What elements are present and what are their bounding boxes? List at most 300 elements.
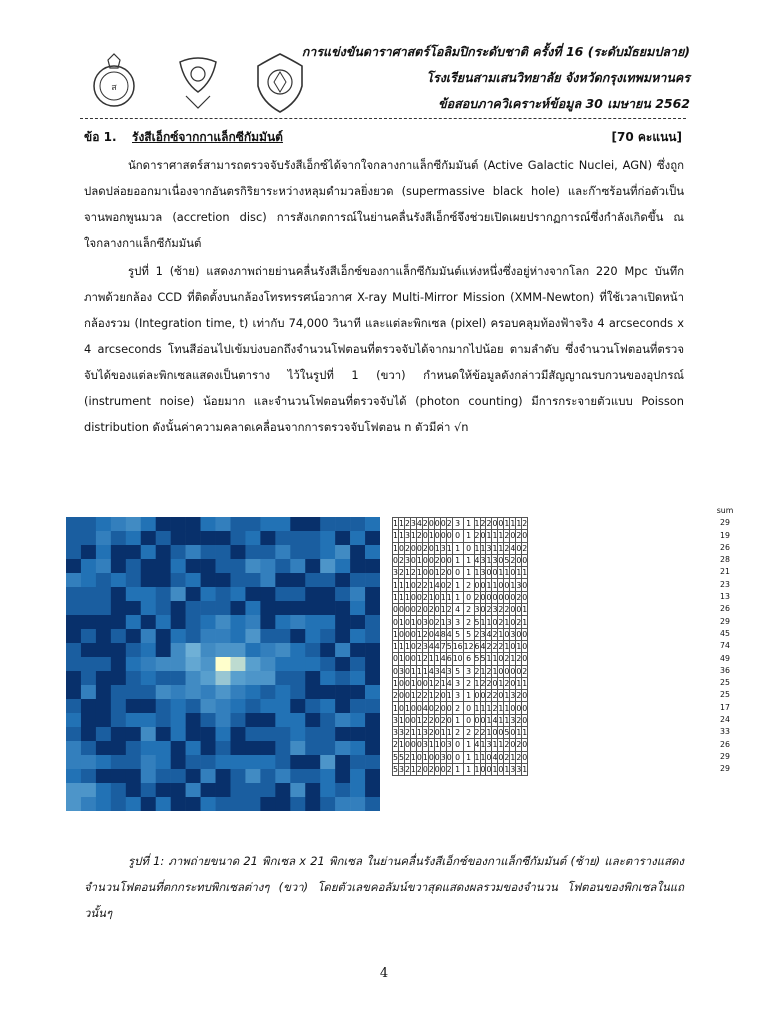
table-row xyxy=(393,554,528,566)
count-cell: 3 xyxy=(492,556,498,566)
image-pixel xyxy=(96,755,111,769)
count-cell: 2 xyxy=(486,679,492,688)
image-pixel xyxy=(365,657,380,671)
image-pixel xyxy=(260,755,275,769)
image-pixel xyxy=(350,587,365,601)
count-cell: 4 xyxy=(446,679,452,688)
count-cell: 0 xyxy=(498,580,504,590)
image-pixel xyxy=(335,531,350,545)
xray-image xyxy=(66,517,380,811)
image-pixel xyxy=(305,629,320,643)
image-pixel xyxy=(171,699,186,713)
count-cell: 0 xyxy=(486,752,492,762)
row-sum-value: 29 xyxy=(720,764,730,774)
image-pixel xyxy=(260,671,275,685)
count-cell: 3 xyxy=(446,617,452,627)
image-pixel xyxy=(126,657,141,671)
count-cell: 4 xyxy=(492,752,498,762)
image-pixel xyxy=(350,713,365,727)
count-cell: 2 xyxy=(404,765,410,775)
count-cell: 0 xyxy=(404,629,410,639)
table-row xyxy=(393,530,528,542)
image-pixel xyxy=(141,797,156,811)
image-pixel xyxy=(111,657,126,671)
table-row xyxy=(393,567,528,579)
image-pixel xyxy=(216,685,231,699)
image-pixel xyxy=(111,755,126,769)
count-cell: 0 xyxy=(498,519,504,529)
count-cell: 0 xyxy=(393,666,398,676)
image-pixel xyxy=(201,657,216,671)
image-pixel xyxy=(216,699,231,713)
image-pixel xyxy=(305,713,320,727)
count-cell: 2 xyxy=(486,666,492,676)
table-row xyxy=(393,542,528,554)
count-cell: 1 xyxy=(463,690,474,702)
image-pixel xyxy=(260,545,275,559)
count-cell: 2 xyxy=(446,580,452,590)
image-pixel xyxy=(96,741,111,755)
count-cell: 2 xyxy=(510,556,516,566)
image-pixel xyxy=(350,615,365,629)
image-pixel xyxy=(186,587,201,601)
image-pixel xyxy=(111,727,126,741)
image-pixel xyxy=(216,601,231,615)
image-pixel xyxy=(186,657,201,671)
count-cell: 1 xyxy=(486,580,492,590)
count-cell: 1 xyxy=(410,531,416,541)
image-pixel xyxy=(305,685,320,699)
image-pixel xyxy=(96,531,111,545)
row-sum-value: 29 xyxy=(720,518,730,528)
count-cell: 0 xyxy=(410,543,416,553)
row-sum-value: 25 xyxy=(720,690,730,700)
image-pixel xyxy=(171,615,186,629)
image-pixel xyxy=(156,685,171,699)
image-pixel xyxy=(66,615,81,629)
image-pixel xyxy=(216,727,231,741)
count-cell: 2 xyxy=(516,592,522,602)
count-cell: 0 xyxy=(416,752,422,762)
count-cell: 2 xyxy=(516,531,522,541)
count-cell: 10 xyxy=(452,654,463,664)
count-cell: 1 xyxy=(393,642,398,652)
count-cell: 0 xyxy=(398,691,404,701)
image-pixel xyxy=(111,587,126,601)
count-cell: 2 xyxy=(422,592,428,602)
image-pixel xyxy=(350,601,365,615)
count-cell: 3 xyxy=(452,616,463,628)
count-cell: 0 xyxy=(393,654,398,664)
count-cell: 4 xyxy=(474,556,480,566)
image-pixel xyxy=(245,685,260,699)
image-pixel xyxy=(245,615,260,629)
image-pixel xyxy=(305,741,320,755)
image-pixel xyxy=(245,657,260,671)
count-cell: 1 xyxy=(393,543,398,553)
count-cell: 2 xyxy=(498,605,504,615)
count-cell: 0 xyxy=(398,605,404,615)
count-cell: 1 xyxy=(410,617,416,627)
count-cell: 0 xyxy=(440,531,446,541)
image-pixel xyxy=(365,545,380,559)
count-cell: 4 xyxy=(416,519,422,529)
count-cell: 0 xyxy=(510,605,516,615)
image-pixel xyxy=(305,755,320,769)
table-row xyxy=(393,665,528,677)
count-cell: 1 xyxy=(393,679,398,688)
count-cell: 1 xyxy=(410,679,416,688)
image-pixel xyxy=(126,741,141,755)
count-cell: 1 xyxy=(486,654,492,664)
image-pixel xyxy=(335,615,350,629)
image-pixel xyxy=(305,783,320,797)
image-pixel xyxy=(275,797,290,811)
count-cell: 3 xyxy=(404,531,410,541)
count-cell: 4 xyxy=(422,703,428,713)
count-cell: 1 xyxy=(446,543,452,553)
count-cell: 0 xyxy=(446,531,452,541)
image-pixel xyxy=(350,755,365,769)
image-pixel xyxy=(260,769,275,783)
image-pixel xyxy=(216,657,231,671)
count-cell: 1 xyxy=(510,580,516,590)
count-cell: 2 xyxy=(463,604,474,616)
image-pixel xyxy=(81,531,96,545)
count-cell: 0 xyxy=(416,703,422,713)
description-paragraph: รูปที่ 1 (ซ้าย) แสดงภาพถ่ายย่านคลื่นรังสีเอ็กซ์ของกาแล็กซีกัมมันต์แห่งหนึ่งซึ่งอยู่ห่างจากโลก 220 Mpc บันทึกภาพด้วยกล้อง CCD ที่ติดตั้งบนกล้องโทรทรรศน์อวกาศ X-ray Multi-Mirror Mission (XMM-Newton) ที่ใช้เวลาเปิดหน้ากล้องรวม (Integration time, t) เท่ากับ 74,000 วินาที และแต่ละพิกเซล (pixel) ครอบคลุมท้องฟ้าจริง 4 arcseconds x 4 arcseconds โทนสีอ่อนไปเข้มบ่งบอกถึงจำนวนโฟตอนที่ตรวจจับได้จากมากไปน้อย ตามลำดับ ซึ่งจำนวนโฟตอนที่ตรวจจับได้ของแต่ละพิกเซลแสดงเป็นตาราง ไว้ในรูปที่ 1 (ขวา) กำหนดให้ข้อมูลดังกล่าวมีสัญญาณรบกวนของอุปกรณ์ (instrument noise) น้อยมาก และจำนวนโฟตอนที่ตรวจจับได้ (photon counting) มีการกระจายตัวแบบ Poisson distribution ดังนั้นค่าความคลาดเคลื่อนจากการตรวจจับโฟตอน n ตัวมีค่า √n xyxy=(84,264,684,434)
image-pixel xyxy=(350,517,365,531)
image-pixel xyxy=(320,573,335,587)
image-pixel xyxy=(350,783,365,797)
count-cell: 0 xyxy=(498,666,504,676)
count-cell: 1 xyxy=(404,592,410,602)
count-cell: 5 xyxy=(480,654,486,664)
count-cell: 2 xyxy=(422,715,428,725)
image-pixel xyxy=(81,741,96,755)
count-cell: 1 xyxy=(516,679,522,688)
image-pixel xyxy=(126,797,141,811)
image-pixel xyxy=(216,531,231,545)
header-exam-date: ข้อสอบภาควิเคราะห์ข้อมูล 30 เมษายน 2562 xyxy=(438,96,690,111)
count-cell: 0 xyxy=(440,691,446,701)
image-pixel xyxy=(81,559,96,573)
count-cell: 2 xyxy=(434,691,440,701)
count-cell: 1 xyxy=(398,519,404,529)
count-cell: 0 xyxy=(452,739,463,751)
image-pixel xyxy=(96,601,111,615)
count-cell: 2 xyxy=(422,543,428,553)
image-pixel xyxy=(260,629,275,643)
image-pixel xyxy=(111,517,126,531)
count-cell: 5 xyxy=(393,752,398,762)
image-pixel xyxy=(126,727,141,741)
image-pixel xyxy=(201,601,216,615)
count-cell: 3 xyxy=(516,580,522,590)
page-header xyxy=(80,38,690,118)
count-cell: 0 xyxy=(474,580,480,590)
count-cell: 2 xyxy=(434,556,440,566)
image-pixel xyxy=(156,587,171,601)
count-cell: 1 xyxy=(492,654,498,664)
count-cell: 4 xyxy=(434,629,440,639)
image-pixel xyxy=(171,671,186,685)
image-pixel xyxy=(290,741,305,755)
image-pixel xyxy=(66,629,81,643)
count-cell: 0 xyxy=(428,543,434,553)
count-cell: 0 xyxy=(428,617,434,627)
count-cell: 2 xyxy=(463,727,474,739)
count-cell: 1 xyxy=(463,530,474,542)
count-cell: 0 xyxy=(498,728,504,738)
image-pixel xyxy=(350,573,365,587)
count-cell: 2 xyxy=(516,715,522,725)
count-cell: 2 xyxy=(480,728,486,738)
count-cell: 1 xyxy=(440,592,446,602)
count-cell: 0 xyxy=(510,568,516,578)
dragon-emblem-icon xyxy=(172,52,224,110)
row-sum-value: 23 xyxy=(720,579,730,589)
image-pixel xyxy=(111,545,126,559)
image-pixel xyxy=(290,629,305,643)
image-pixel xyxy=(350,727,365,741)
image-pixel xyxy=(320,783,335,797)
table-row xyxy=(393,690,528,702)
count-cell: 0 xyxy=(480,531,486,541)
count-cell: 12 xyxy=(463,642,474,652)
image-pixel xyxy=(171,727,186,741)
count-cell: 0 xyxy=(498,654,504,664)
image-pixel xyxy=(201,629,216,643)
count-cell: 1 xyxy=(492,666,498,676)
count-cell: 4 xyxy=(440,654,446,664)
image-pixel xyxy=(141,545,156,559)
image-pixel xyxy=(216,573,231,587)
image-pixel xyxy=(171,713,186,727)
image-pixel xyxy=(365,713,380,727)
image-pixel xyxy=(186,517,201,531)
image-pixel xyxy=(335,755,350,769)
image-pixel xyxy=(245,559,260,573)
image-pixel xyxy=(66,797,81,811)
image-pixel xyxy=(350,629,365,643)
count-cell: 3 xyxy=(398,765,404,775)
image-pixel xyxy=(260,615,275,629)
count-cell: 0 xyxy=(492,592,498,602)
count-cell: 2 xyxy=(440,568,446,578)
count-cell: 1 xyxy=(498,531,504,541)
image-pixel xyxy=(141,517,156,531)
image-pixel xyxy=(186,629,201,643)
header-divider xyxy=(80,118,686,119)
image-pixel xyxy=(186,797,201,811)
image-pixel xyxy=(335,559,350,573)
count-cell: 2 xyxy=(434,703,440,713)
count-cell: 3 xyxy=(510,691,516,701)
count-cell: 1 xyxy=(398,654,404,664)
image-pixel xyxy=(320,741,335,755)
count-cell: 0 xyxy=(486,568,492,578)
count-cell: 4 xyxy=(434,580,440,590)
count-cell: 3 xyxy=(446,666,452,676)
count-cell: 0 xyxy=(510,531,516,541)
image-pixel xyxy=(171,531,186,545)
count-cell: 2 xyxy=(516,617,522,627)
image-pixel xyxy=(111,615,126,629)
image-pixel xyxy=(230,713,245,727)
image-pixel xyxy=(186,783,201,797)
photon-count-table xyxy=(392,517,528,776)
count-cell: 0 xyxy=(410,642,416,652)
count-cell: 0 xyxy=(428,519,434,529)
count-cell: 0 xyxy=(434,519,440,529)
image-pixel xyxy=(171,559,186,573)
image-pixel xyxy=(66,559,81,573)
count-cell: 2 xyxy=(486,642,492,652)
count-cell: 3 xyxy=(422,617,428,627)
image-pixel xyxy=(230,615,245,629)
image-pixel xyxy=(141,741,156,755)
count-cell: 1 xyxy=(410,691,416,701)
count-cell: 1 xyxy=(393,580,398,590)
image-pixel xyxy=(260,587,275,601)
count-cell: 0 xyxy=(428,556,434,566)
count-cell: 1 xyxy=(446,592,452,602)
count-cell: 2 xyxy=(498,617,504,627)
count-cell: 3 xyxy=(452,690,463,702)
row-sum-value: 21 xyxy=(720,567,730,577)
image-pixel xyxy=(320,643,335,657)
count-cell: 2 xyxy=(463,616,474,628)
image-pixel xyxy=(290,517,305,531)
count-cell: 0 xyxy=(416,592,422,602)
count-cell: 1 xyxy=(480,752,486,762)
count-cell: 1 xyxy=(398,580,404,590)
count-cell: 2 xyxy=(474,592,480,602)
count-cell: 0 xyxy=(480,691,486,701)
image-pixel xyxy=(186,685,201,699)
image-pixel xyxy=(156,713,171,727)
count-cell: 0 xyxy=(440,580,446,590)
count-cell: 0 xyxy=(463,714,474,726)
count-cell: 2 xyxy=(522,543,528,553)
image-pixel xyxy=(141,755,156,769)
count-cell: 5 xyxy=(504,556,510,566)
count-cell: 2 xyxy=(416,765,422,775)
image-pixel xyxy=(126,615,141,629)
count-cell: 1 xyxy=(474,679,480,688)
image-pixel xyxy=(66,741,81,755)
image-pixel xyxy=(365,783,380,797)
count-cell: 0 xyxy=(428,703,434,713)
row-sum-value: 29 xyxy=(720,751,730,761)
count-cell: 1 xyxy=(404,580,410,590)
image-pixel xyxy=(81,797,96,811)
image-pixel xyxy=(350,699,365,713)
image-pixel xyxy=(156,573,171,587)
image-pixel xyxy=(81,699,96,713)
count-cell: 5 xyxy=(463,628,474,640)
count-cell: 0 xyxy=(492,728,498,738)
image-pixel xyxy=(260,517,275,531)
image-pixel xyxy=(290,783,305,797)
image-pixel xyxy=(335,573,350,587)
count-cell: 0 xyxy=(440,740,446,750)
count-cell: 2 xyxy=(434,679,440,688)
image-pixel xyxy=(171,629,186,643)
image-pixel xyxy=(230,601,245,615)
row-sum-value: 25 xyxy=(720,678,730,688)
count-cell: 0 xyxy=(510,728,516,738)
image-pixel xyxy=(111,783,126,797)
image-pixel xyxy=(290,727,305,741)
image-pixel xyxy=(320,629,335,643)
image-pixel xyxy=(141,573,156,587)
count-cell: 0 xyxy=(522,740,528,750)
image-pixel xyxy=(111,559,126,573)
count-cell: 2 xyxy=(416,605,422,615)
count-cell: 0 xyxy=(422,568,428,578)
image-pixel xyxy=(81,601,96,615)
count-cell: 5 xyxy=(474,654,480,664)
image-pixel xyxy=(126,573,141,587)
count-cell: 0 xyxy=(440,556,446,566)
count-cell: 0 xyxy=(510,617,516,627)
count-cell: 0 xyxy=(498,592,504,602)
count-cell: 1 xyxy=(422,666,428,676)
count-cell: 1 xyxy=(452,591,463,603)
count-cell: 2 xyxy=(474,666,480,676)
count-cell: 2 xyxy=(492,703,498,713)
count-cell: 4 xyxy=(428,642,434,652)
image-pixel xyxy=(186,615,201,629)
image-pixel xyxy=(305,657,320,671)
image-pixel xyxy=(290,713,305,727)
count-cell: 0 xyxy=(474,691,480,701)
image-pixel xyxy=(365,685,380,699)
image-pixel xyxy=(350,559,365,573)
image-pixel xyxy=(230,517,245,531)
image-pixel xyxy=(186,643,201,657)
image-pixel xyxy=(111,671,126,685)
image-pixel xyxy=(335,587,350,601)
image-pixel xyxy=(365,601,380,615)
count-cell: 2 xyxy=(404,752,410,762)
count-cell: 1 xyxy=(398,531,404,541)
count-cell: 0 xyxy=(434,752,440,762)
olympiad-logo-icon xyxy=(88,52,140,110)
count-cell: 1 xyxy=(480,617,486,627)
count-cell: 0 xyxy=(522,531,528,541)
count-cell: 2 xyxy=(404,519,410,529)
count-cell: 1 xyxy=(393,519,398,529)
image-pixel xyxy=(216,797,231,811)
image-pixel xyxy=(111,643,126,657)
image-pixel xyxy=(335,699,350,713)
image-pixel xyxy=(230,741,245,755)
image-pixel xyxy=(275,573,290,587)
image-pixel xyxy=(230,797,245,811)
count-cell: 1 xyxy=(398,592,404,602)
count-cell: 0 xyxy=(452,530,463,542)
count-cell: 1 xyxy=(474,752,480,762)
image-pixel xyxy=(126,531,141,545)
image-pixel xyxy=(66,671,81,685)
count-cell: 2 xyxy=(516,691,522,701)
count-cell: 0 xyxy=(463,542,474,554)
image-pixel xyxy=(96,517,111,531)
image-pixel xyxy=(230,685,245,699)
